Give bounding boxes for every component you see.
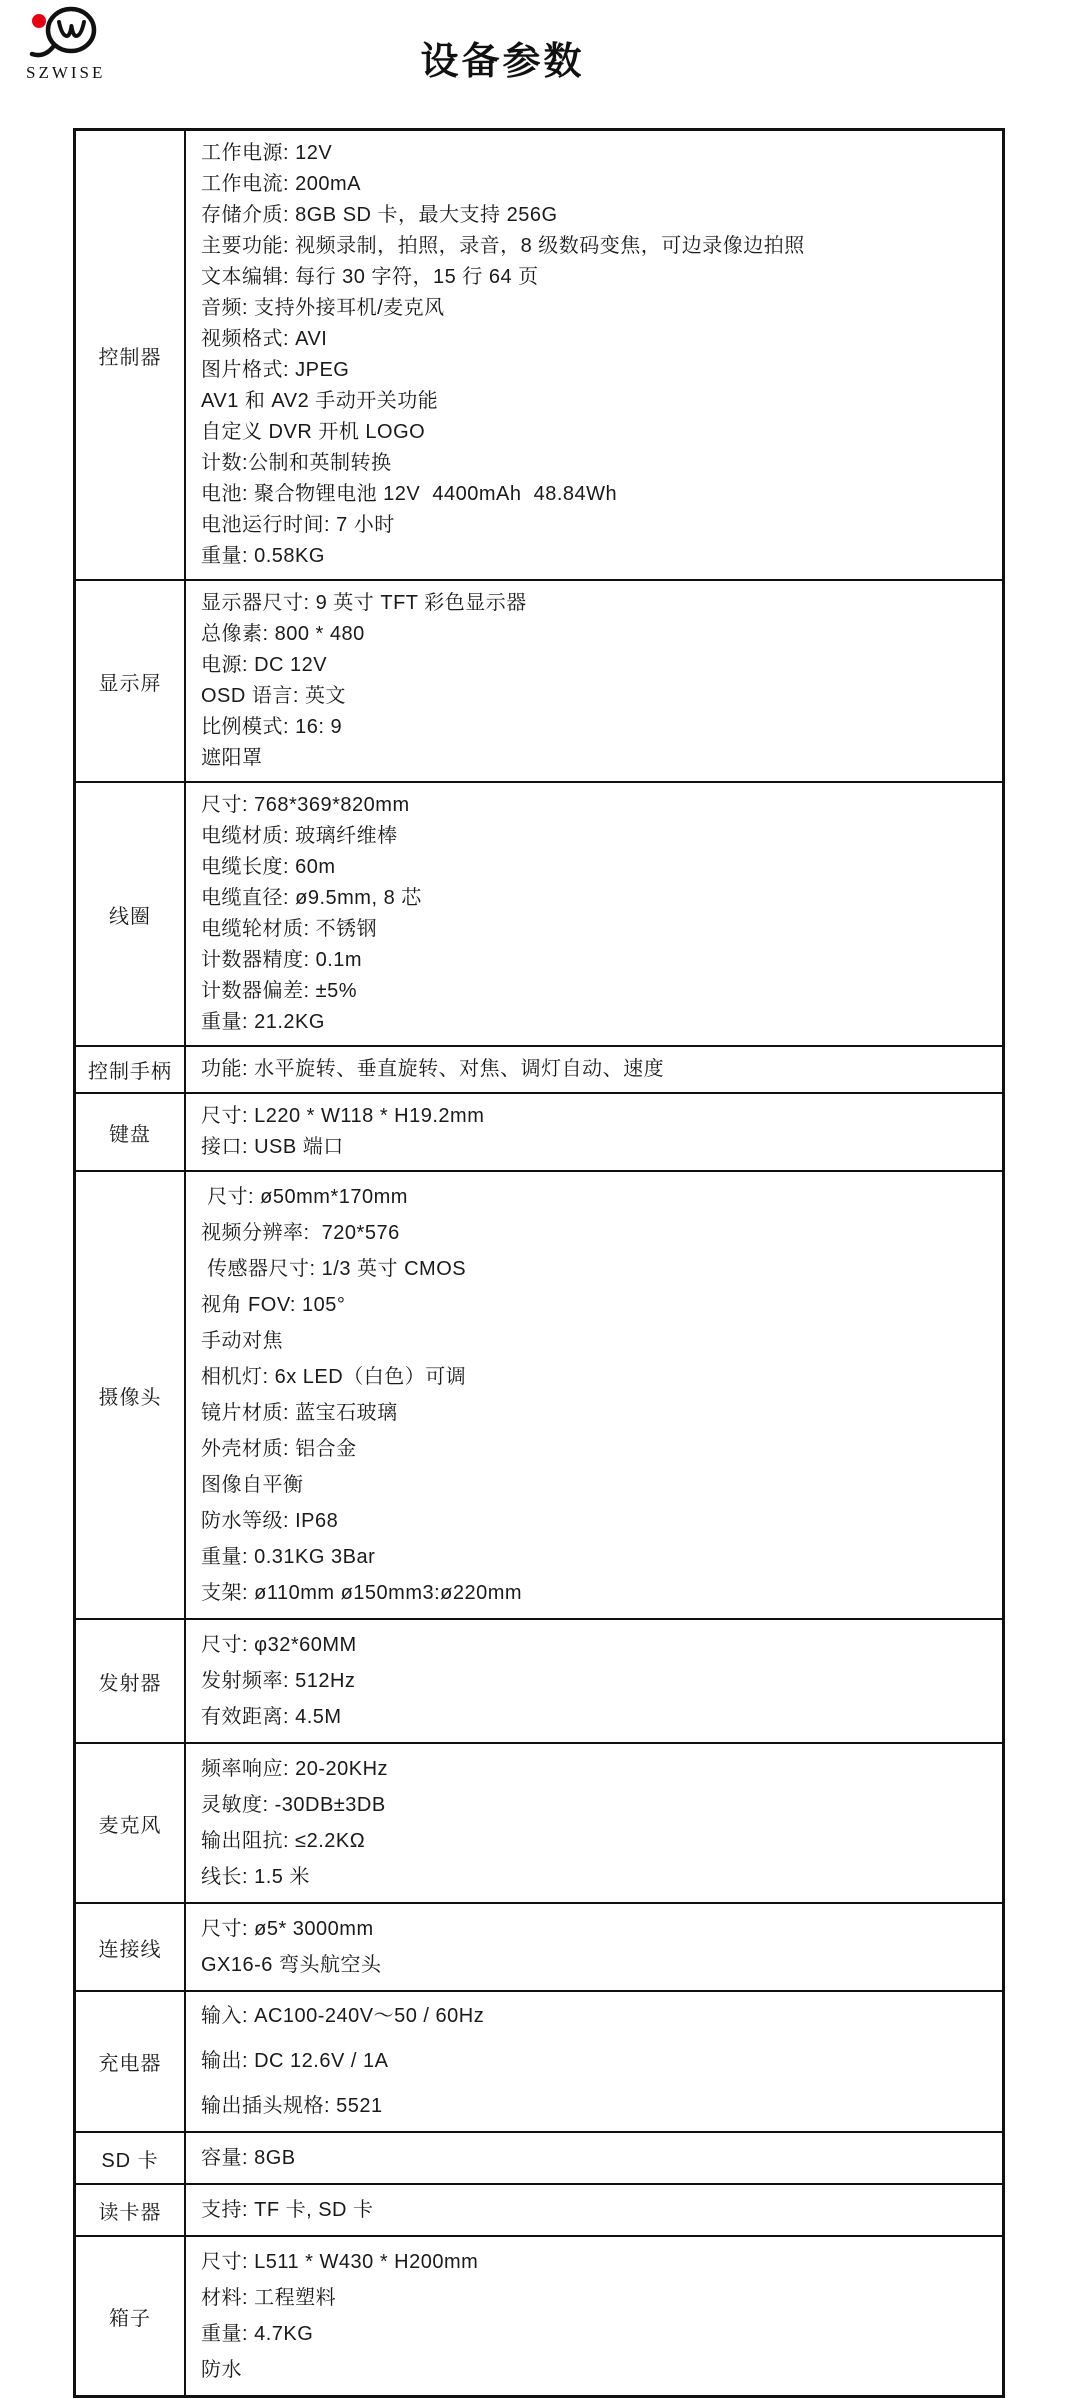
spec-line: 比例模式: 16: 9 bbox=[201, 716, 343, 738]
section-label: 箱子 bbox=[75, 2236, 186, 2397]
section-label: 控制手柄 bbox=[75, 1046, 186, 1093]
spec-line: 尺寸: L511 * W430 * H200mm bbox=[201, 2251, 479, 2273]
spec-line: 图片格式: JPEG bbox=[201, 359, 350, 381]
spec-line: 尺寸: 768*369*820mm bbox=[201, 794, 410, 816]
section-lines bbox=[185, 2236, 1004, 2397]
section-label: 读卡器 bbox=[75, 2184, 186, 2236]
spec-line: 视频分辨率: 720*576 bbox=[201, 1222, 400, 1244]
section-label: 键盘 bbox=[75, 1093, 186, 1171]
spec-line: 重量: 21.2KG bbox=[201, 1011, 325, 1033]
spec-line: 遮阳罩 bbox=[201, 747, 263, 769]
spec-line: 工作电流: 200mA bbox=[201, 173, 361, 195]
spec-line: 电缆长度: 60m bbox=[201, 856, 336, 878]
spec-line: OSD 语言: 英文 bbox=[201, 685, 347, 707]
spec-line: 材料: 工程塑料 bbox=[201, 2287, 337, 2309]
section-label: 线圈 bbox=[75, 782, 186, 1046]
spec-line: 显示器尺寸: 9 英寸 TFT 彩色显示器 bbox=[201, 592, 527, 614]
spec-line: 计数器偏差: ±5% bbox=[201, 980, 357, 1002]
spec-line: 线长: 1.5 米 bbox=[201, 1866, 310, 1888]
spec-line: 容量: 8GB bbox=[201, 2147, 296, 2169]
spec-line: 电缆材质: 玻璃纤维棒 bbox=[201, 825, 398, 847]
spec-line: 频率响应: 20-20KHz bbox=[201, 1758, 389, 1780]
spec-line: 发射频率: 512Hz bbox=[201, 1670, 356, 1692]
spec-line: 自定义 DVR 开机 LOGO bbox=[201, 421, 426, 443]
section-lines bbox=[185, 1046, 1004, 1093]
spec-line: 存储介质: 8GB SD 卡，最大支持 256G bbox=[201, 204, 558, 226]
section-lines bbox=[185, 1743, 1004, 1903]
section-lines bbox=[185, 580, 1004, 782]
spec-section-row bbox=[75, 1991, 1004, 2132]
spec-line: 外壳材质: 铝合金 bbox=[201, 1438, 357, 1460]
section-lines bbox=[185, 782, 1004, 1046]
spec-section-row bbox=[75, 2132, 1004, 2184]
spec-line: 输出插头规格: 5521 bbox=[201, 2095, 383, 2117]
spec-line: 支架: ø110mm ø150mm3:ø220mm bbox=[201, 1582, 523, 1604]
spec-line: 尺寸: L220 * W118 * H19.2mm bbox=[201, 1105, 485, 1127]
spec-section-row bbox=[75, 1619, 1004, 1743]
spec-line: 支持: TF 卡, SD 卡 bbox=[201, 2199, 374, 2221]
spec-line: 重量: 4.7KG bbox=[201, 2323, 314, 2345]
spec-line: 电池运行时间: 7 小时 bbox=[201, 514, 395, 536]
spec-line: 防水 bbox=[201, 2359, 242, 2381]
section-label: 连接线 bbox=[75, 1903, 186, 1991]
spec-line: AV1 和 AV2 手动开关功能 bbox=[201, 390, 439, 412]
section-lines bbox=[185, 2132, 1004, 2184]
spec-table bbox=[73, 128, 1005, 2398]
section-label: 麦克风 bbox=[75, 1743, 186, 1903]
section-lines bbox=[185, 2184, 1004, 2236]
spec-line: 总像素: 800 * 480 bbox=[201, 623, 365, 645]
section-label: 控制器 bbox=[75, 130, 186, 581]
spec-line: 重量: 0.31KG 3Bar bbox=[201, 1546, 376, 1568]
spec-line: 图像自平衡 bbox=[201, 1474, 304, 1496]
page-title: 设备参数 bbox=[420, 41, 585, 83]
spec-line: 镜片材质: 蓝宝石玻璃 bbox=[201, 1402, 398, 1424]
spec-line: 尺寸: φ32*60MM bbox=[201, 1634, 357, 1656]
spec-line: 计数:公制和英制转换 bbox=[201, 452, 392, 474]
spec-line: 灵敏度: -30DB±3DB bbox=[201, 1794, 386, 1816]
spec-line: 计数器精度: 0.1m bbox=[201, 949, 363, 971]
section-lines bbox=[185, 130, 1004, 581]
brand-text: SZWISE bbox=[26, 63, 106, 82]
spec-line: 电源: DC 12V bbox=[201, 654, 328, 676]
spec-line: 工作电源: 12V bbox=[201, 142, 333, 164]
section-label: 摄像头 bbox=[75, 1171, 186, 1619]
spec-section-row bbox=[75, 130, 1004, 581]
spec-line: 接口: USB 端口 bbox=[201, 1136, 344, 1158]
spec-line: 主要功能: 视频录制，拍照，录音，8 级数码变焦，可边录像边拍照 bbox=[201, 235, 805, 257]
spec-section-row bbox=[75, 782, 1004, 1046]
spec-line: GX16-6 弯头航空头 bbox=[201, 1954, 382, 1976]
section-lines bbox=[185, 1903, 1004, 1991]
spec-line: 手动对焦 bbox=[201, 1330, 283, 1352]
spec-line: 有效距离: 4.5M bbox=[201, 1706, 342, 1728]
spec-section-row bbox=[75, 2184, 1004, 2236]
section-label: 发射器 bbox=[75, 1619, 186, 1743]
spec-line: 视角 FOV: 105° bbox=[201, 1294, 346, 1316]
spec-section-row bbox=[75, 1046, 1004, 1093]
section-lines bbox=[185, 1991, 1004, 2132]
spec-line: 输出: DC 12.6V / 1A bbox=[201, 2050, 389, 2072]
spec-section-row bbox=[75, 1093, 1004, 1171]
spec-table-body bbox=[75, 130, 1004, 2397]
section-label: 充电器 bbox=[75, 1991, 186, 2132]
spec-line: 重量: 0.58KG bbox=[201, 545, 325, 567]
spec-line: 电缆直径: ø9.5mm, 8 芯 bbox=[201, 887, 422, 909]
section-label: SD 卡 bbox=[75, 2132, 186, 2184]
spec-line: 音频: 支持外接耳机/麦克风 bbox=[201, 297, 445, 319]
spec-section-row bbox=[75, 1171, 1004, 1619]
spec-line: 视频格式: AVI bbox=[201, 328, 328, 350]
spec-line: 防水等级: IP68 bbox=[201, 1510, 339, 1532]
section-label: 显示屏 bbox=[75, 580, 186, 782]
spec-line: 功能: 水平旋转、垂直旋转、对焦、调灯自动、速度 bbox=[201, 1058, 665, 1080]
spec-line: 尺寸: ø50mm*170mm bbox=[201, 1186, 408, 1208]
spec-line: 输出阻抗: ≤2.2KΩ bbox=[201, 1830, 366, 1852]
spec-line: 尺寸: ø5* 3000mm bbox=[201, 1918, 374, 1940]
spec-line: 电池: 聚合物锂电池 12V 4400mAh 48.84Wh bbox=[201, 483, 618, 505]
spec-section-row bbox=[75, 1903, 1004, 1991]
spec-line: 文本编辑: 每行 30 字符，15 行 64 页 bbox=[201, 266, 539, 288]
spec-section-row bbox=[75, 580, 1004, 782]
spec-section-row bbox=[75, 1743, 1004, 1903]
spec-line: 输入: AC100-240V〜50 / 60Hz bbox=[201, 2005, 485, 2027]
spec-line: 相机灯: 6x LED（白色）可调 bbox=[201, 1366, 467, 1388]
spec-line: 电缆轮材质: 不锈钢 bbox=[201, 918, 378, 940]
section-lines bbox=[185, 1093, 1004, 1171]
spec-line: 传感器尺寸: 1/3 英寸 CMOS bbox=[201, 1258, 467, 1280]
spec-section-row bbox=[75, 2236, 1004, 2397]
section-lines bbox=[185, 1619, 1004, 1743]
page-header bbox=[0, 0, 1080, 118]
section-lines bbox=[185, 1171, 1004, 1619]
